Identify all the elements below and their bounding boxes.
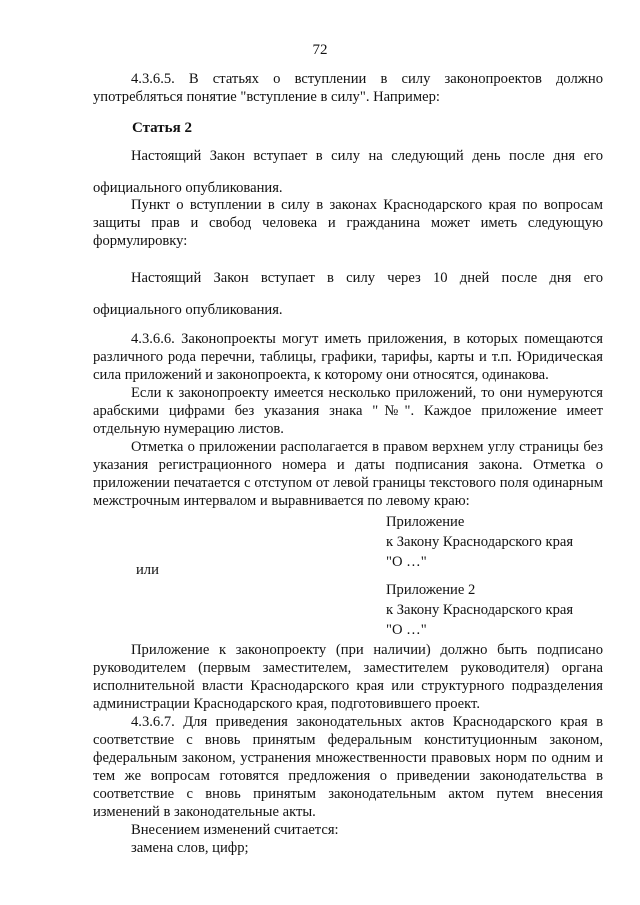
paragraph-text: Если к законопроекту имеется несколько приложений, то они нумеруются арабскими цифрами без указания знака "№". Каждое приложение имеет отдельную нумерацию листов. [93, 385, 603, 437]
paragraph-4-3-6-5 [93, 70, 603, 106]
example-entry-into-force-2 [93, 262, 603, 326]
appendix-line: Приложение 2 [386, 582, 476, 598]
paragraph-text: замена слов, цифр; [131, 840, 249, 856]
example-entry-into-force-1 [93, 140, 603, 204]
appendix-line: к Закону Краснодарского края [386, 534, 574, 550]
article-heading: Статья 2 [132, 120, 192, 136]
paragraph-text: 4.3.6.6. Законопроекты могут иметь приложения, в которых помещаются различного рода перечни, таблицы, графики, тарифы, карты и т.п. Юридическая сила приложений и законопроекта, к которому они относятся, одинакова. [93, 331, 603, 383]
paragraph-appendix-signature [93, 641, 603, 857]
appendix-mark-example-2 [386, 580, 573, 640]
appendix-line: "О …" [386, 554, 427, 570]
appendix-line: "О …" [386, 622, 427, 638]
paragraph-text: Отметка о приложении располагается в правом верхнем углу страницы без указания регистрационного номера и даты подписания закона. Отметка о приложении печатается с отступом от левой границы текстового поля одинарным межстрочным интервалом и выравнивается по левому краю: [93, 439, 603, 509]
paragraph-text: Внесением изменений считается: [131, 822, 339, 838]
appendix-line: Приложение [386, 514, 465, 530]
paragraph-text: Пункт о вступлении в силу в законах Краснодарского края по вопросам защиты прав и свобод человека и гражданина может иметь следующую формулировку: [93, 197, 603, 249]
appendix-line: к Закону Краснодарского края [386, 602, 574, 618]
paragraph-text: 4.3.6.7. Для приведения законодательных актов Краснодарского края в соответствие с вновь принятым федеральным конституционным законом, федеральным законом, устранения множественности правовых норм по одним и тем же вопросам готовятся предложения о приведении законодательства в соответствие с вновь принятым законодательным актом путем внесения изменений в законодательные акты. [93, 714, 603, 820]
example-text: Настоящий Закон вступает в силу на следующий день после дня его официального опубликования. [93, 148, 603, 196]
paragraph-text: 4.3.6.5. В статьях о вступлении в силу законопроектов должно употребляться понятие "вступление в силу". Например: [93, 71, 603, 105]
page-number: 72 [312, 42, 328, 58]
example-text: Настоящий Закон вступает в силу через 10 дней после дня его официального опубликования. [93, 270, 603, 318]
paragraph-4-3-6-6 [93, 330, 603, 510]
paragraph-text: Приложение к законопроекту (при наличии) должно быть подписано руководителем (первым заместителем, заместителем руководителя) органа исполнительной власти Краснодарского края или структурного подразделения администрации Краснодарского края, подготовившего проект. [93, 642, 603, 712]
paragraph-human-rights-laws [93, 196, 603, 250]
or-label: или [136, 562, 159, 578]
appendix-mark-example-1 [386, 512, 573, 572]
